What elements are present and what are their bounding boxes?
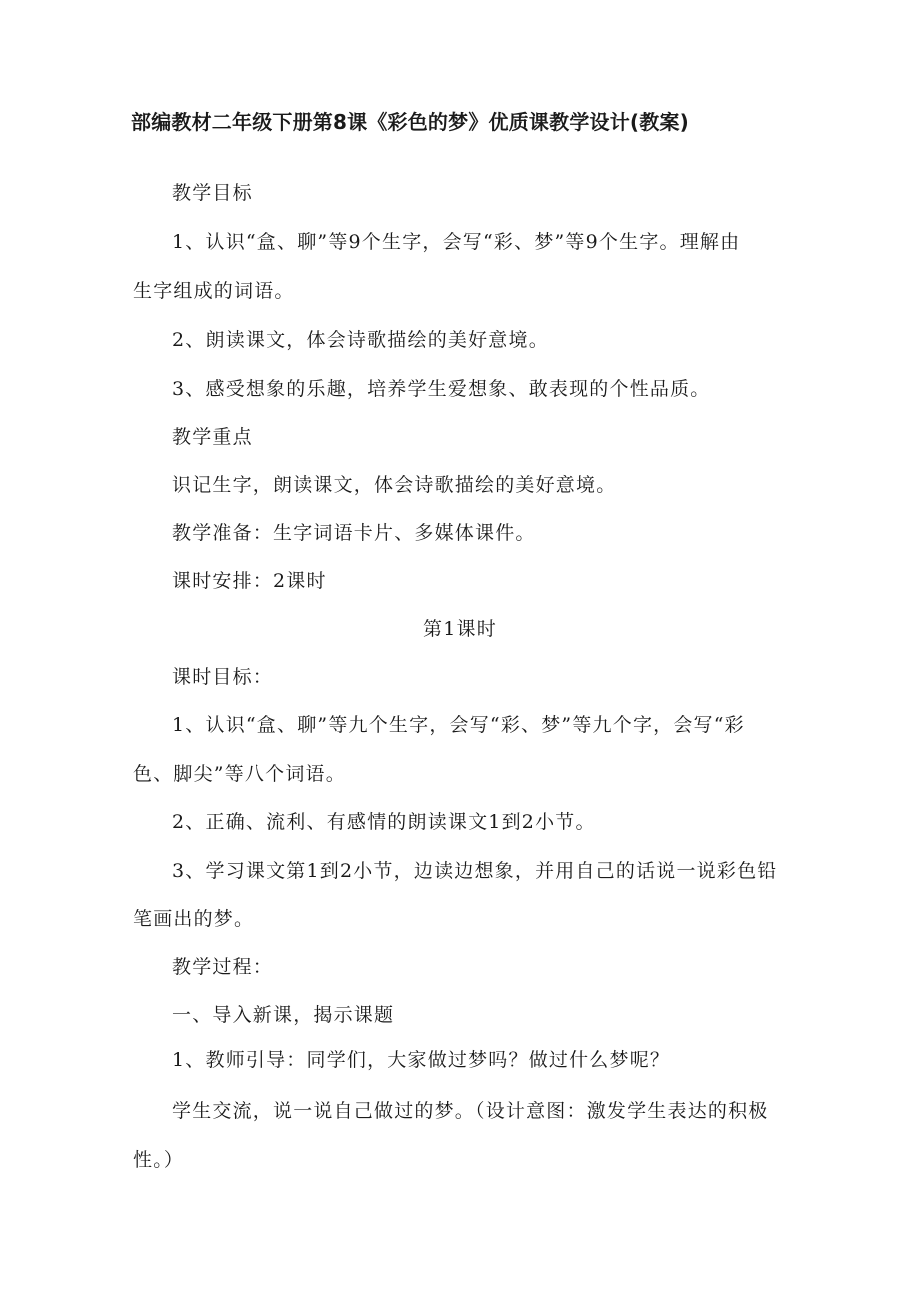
section-heading-process: 教学过程： (172, 956, 274, 978)
paragraph-line: 一、导入新课，揭示课题 (172, 1004, 395, 1026)
document-title: 部编教材二年级下册第8课《彩色的梦》优质课教学设计(教案) (131, 110, 689, 134)
paragraph-line: 3、感受想象的乐趣，培养学生爱想象、敢表现的个性品质。 (172, 378, 711, 400)
section-heading-teaching-goals: 教学目标 (172, 182, 253, 204)
paragraph-line: 3、学习课文第1到2小节，边读边想象，并用自己的话说一说彩色铅 (172, 860, 778, 882)
paragraph-line: 2、正确、流利、有感情的朗读课文1到2小节。 (172, 811, 596, 833)
section-heading-key-points: 教学重点 (172, 426, 253, 448)
paragraph-line: 笔画出的梦。 (133, 908, 255, 930)
section-heading-lesson-goals: 课时目标： (172, 666, 274, 688)
paragraph-line: 色、脚尖”等八个词语。 (133, 763, 346, 785)
paragraph-line: 1、教师引导：同学们，大家做过梦吗？做过什么梦呢？ (172, 1049, 671, 1071)
paragraph-line: 生字组成的词语。 (133, 280, 295, 302)
paragraph-line: 识记生字，朗读课文，体会诗歌描绘的美好意境。 (172, 474, 617, 496)
lesson-heading: 第1课时 (423, 618, 497, 640)
paragraph-line: 1、认识“盒、聊”等九个生字，会写“彩、梦”等九个字，会写“彩 (172, 714, 745, 736)
paragraph-line: 课时安排：2课时 (172, 570, 327, 592)
paragraph-line: 学生交流，说一说自己做过的梦。（设计意图：激发学生表达的积极 (172, 1100, 769, 1122)
paragraph-line: 性。） (133, 1149, 185, 1171)
paragraph-line: 教学准备：生字词语卡片、多媒体课件。 (172, 522, 536, 544)
paragraph-line: 1、认识“盒、聊”等9个生字，会写“彩、梦”等9个生字。理解由 (172, 231, 741, 253)
paragraph-line: 2、朗读课文，体会诗歌描绘的美好意境。 (172, 329, 549, 351)
